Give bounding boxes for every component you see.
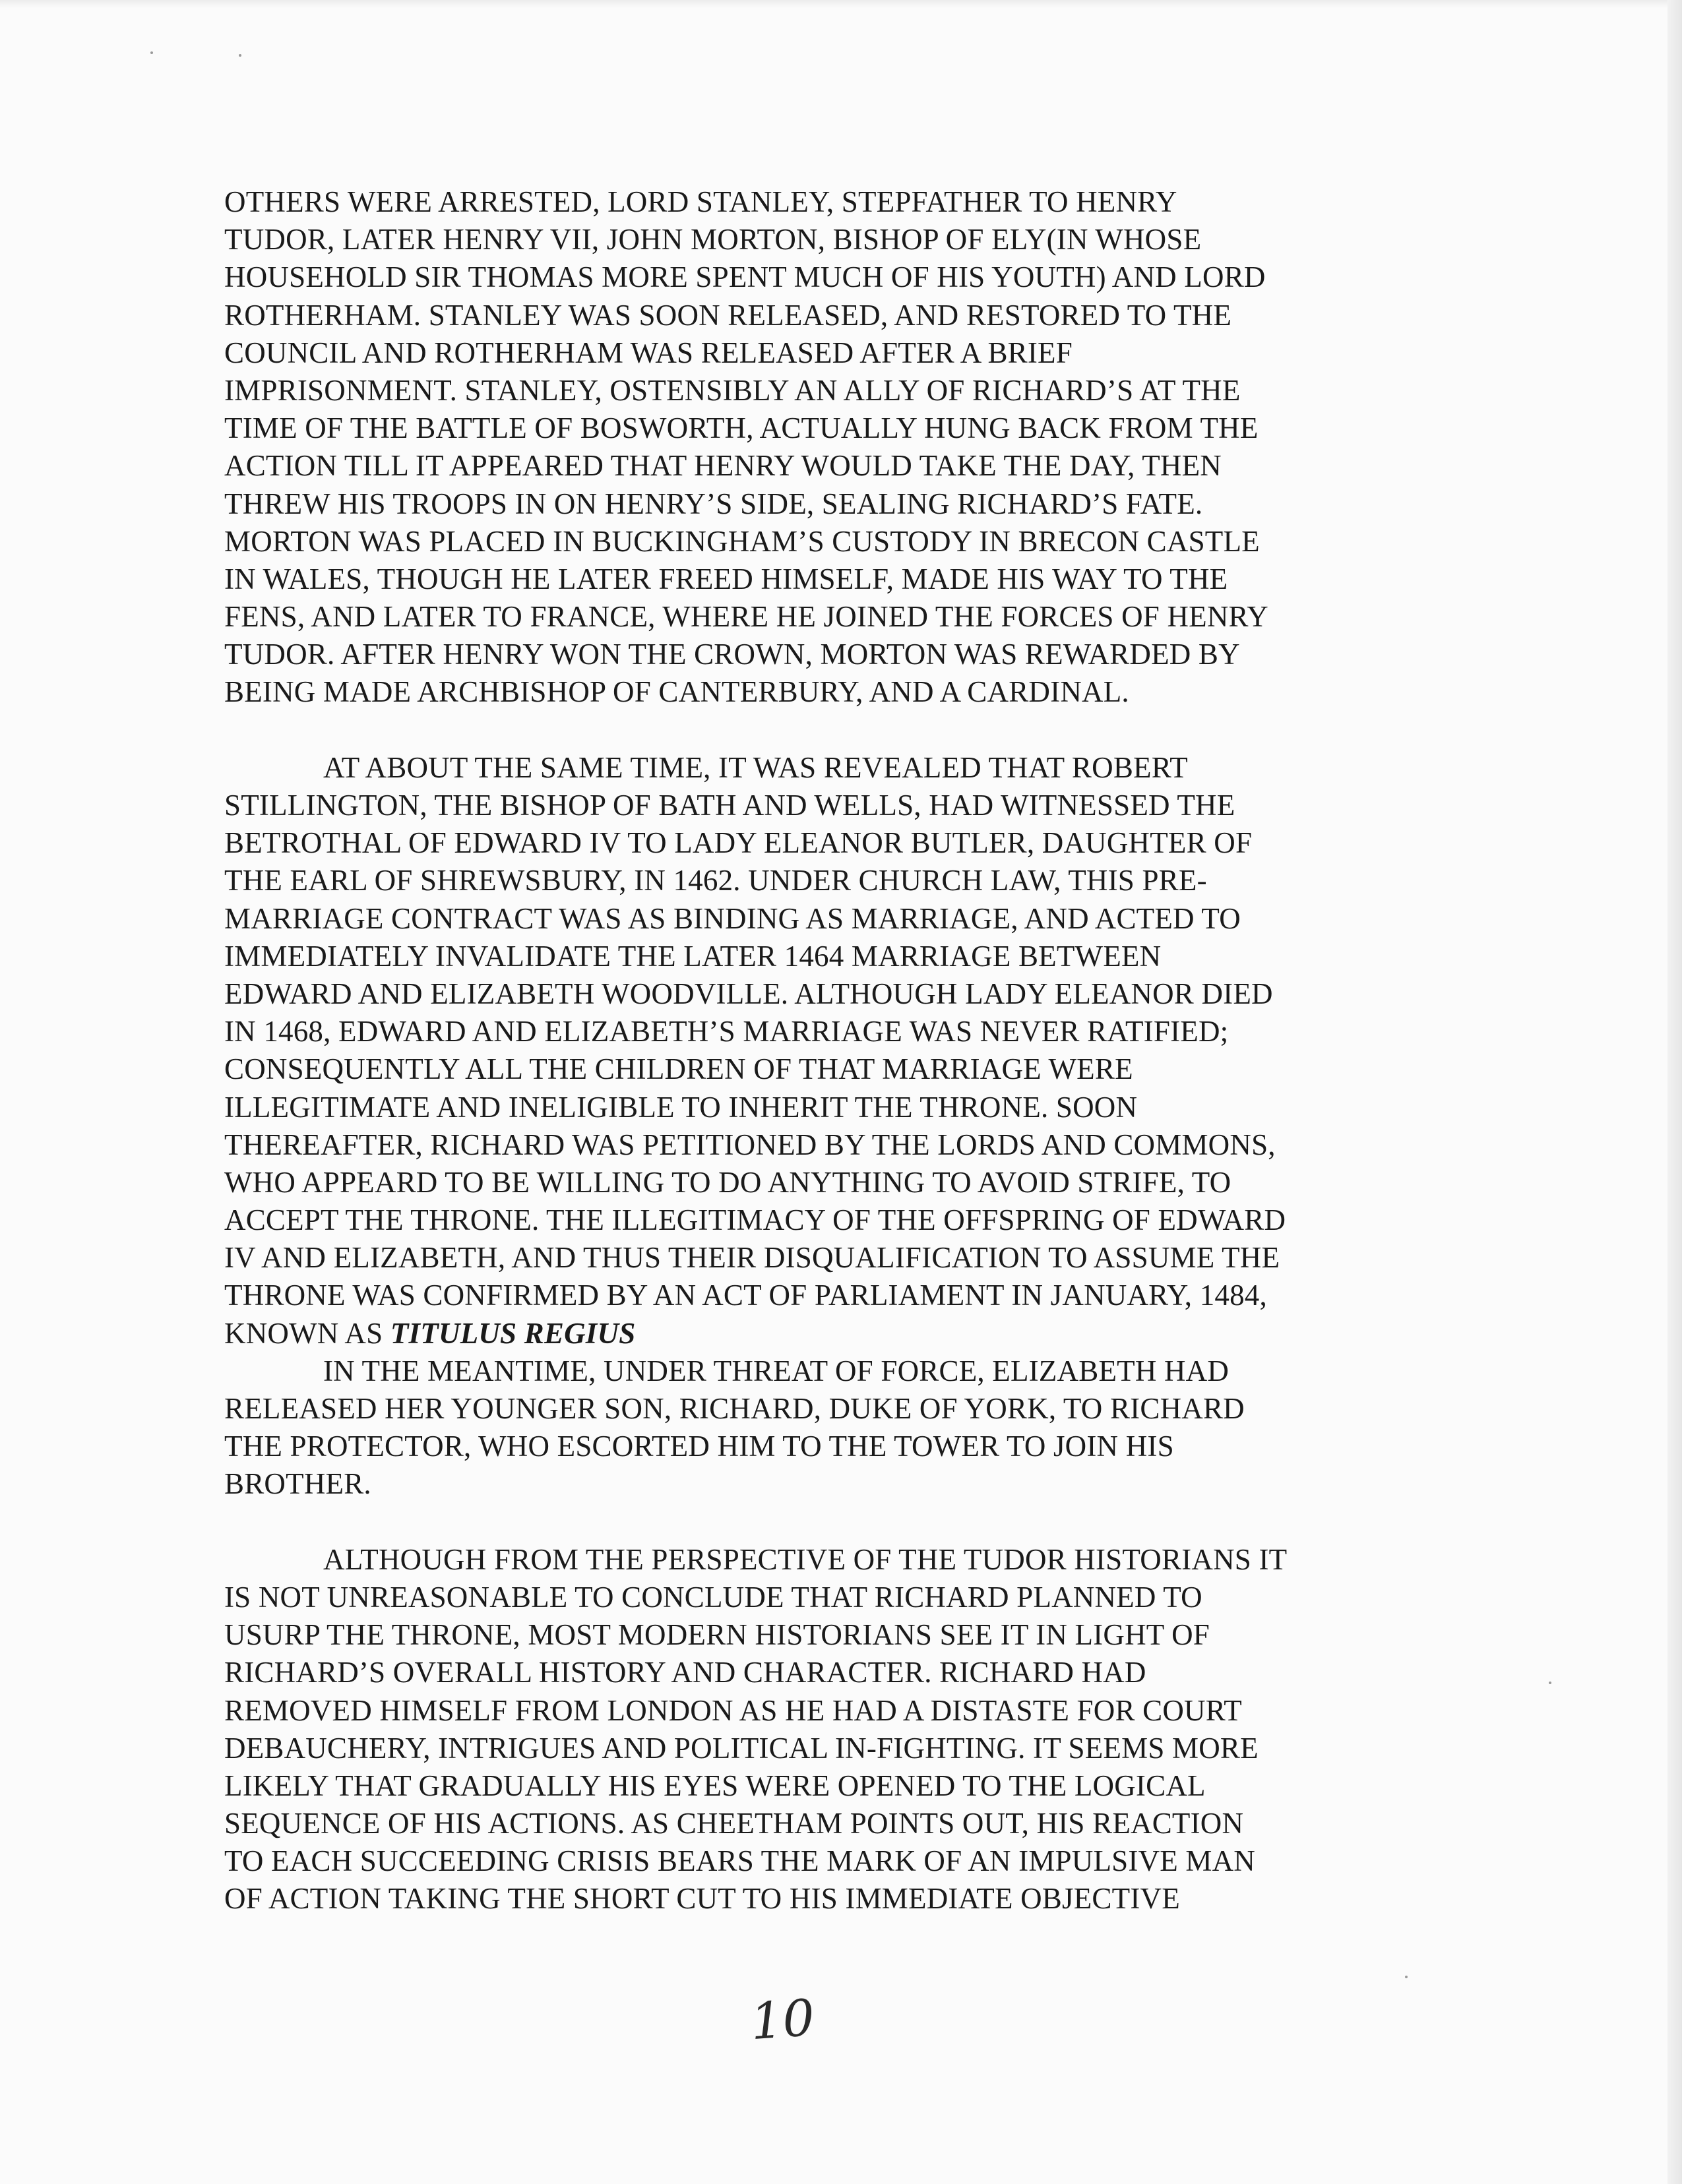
text-line: TUDOR. AFTER HENRY WON THE CROWN, MORTON WAS REWARDED BY bbox=[224, 638, 1240, 671]
scan-speck bbox=[1405, 1976, 1408, 1978]
text-line: IMPRISONMENT. STANLEY, OSTENSIBLY AN ALLY OF RICHARD’S AT THE bbox=[224, 373, 1241, 407]
text-line: THREW HIS TROOPS IN ON HENRY’S SIDE, SEALING RICHARD’S FATE. bbox=[224, 487, 1203, 520]
text-line: RICHARD’S OVERALL HISTORY AND CHARACTER. RICHARD HAD bbox=[224, 1656, 1146, 1689]
text-line: STILLINGTON, THE BISHOP OF BATH AND WELLS, HAD WITNESSED THE bbox=[224, 789, 1235, 822]
text-line: MORTON WAS PLACED IN BUCKINGHAM’S CUSTODY IN BRECON CASTLE bbox=[224, 524, 1260, 558]
text-line: BROTHER. bbox=[224, 1467, 371, 1501]
text-line: DEBAUCHERY, INTRIGUES AND POLITICAL IN-FIGHTING. IT SEEMS MORE bbox=[224, 1731, 1259, 1765]
text-line: LIKELY THAT GRADUALLY HIS EYES WERE OPENED TO THE LOGICAL bbox=[224, 1769, 1206, 1802]
text-line: ALTHOUGH FROM THE PERSPECTIVE OF THE TUDOR HISTORIANS IT bbox=[323, 1542, 1288, 1576]
text-line: AT ABOUT THE SAME TIME, IT WAS REVEALED THAT ROBERT bbox=[323, 750, 1188, 784]
text-line: THRONE WAS CONFIRMED BY AN ACT OF PARLIAMENT IN JANUARY, 1484, bbox=[224, 1279, 1267, 1312]
text-line: IN WALES, THOUGH HE LATER FREED HIMSELF, MADE HIS WAY TO THE bbox=[224, 562, 1228, 595]
text-line: MARRIAGE CONTRACT WAS AS BINDING AS MARRIAGE, AND ACTED TO bbox=[224, 901, 1241, 935]
text-line: FENS, AND LATER TO FRANCE, WHERE HE JOINED THE FORCES OF HENRY bbox=[224, 600, 1268, 634]
text-line: IN 1468, EDWARD AND ELIZABETH’S MARRIAGE WAS NEVER RATIFIED; bbox=[224, 1015, 1229, 1048]
text-line: TIME OF THE BATTLE OF BOSWORTH, ACTUALLY HUNG BACK FROM THE bbox=[224, 411, 1259, 445]
paragraph bbox=[224, 1541, 1425, 1918]
text-line: EDWARD AND ELIZABETH WOODVILLE. ALTHOUGH LADY ELEANOR DIED bbox=[224, 977, 1273, 1010]
text-line: ROTHERHAM. STANLEY WAS SOON RELEASED, AND RESTORED TO THE bbox=[224, 298, 1232, 332]
emphasized-title: TITULUS REGIUS bbox=[390, 1316, 636, 1350]
text-line: REMOVED HIMSELF FROM LONDON AS HE HAD A DISTASTE FOR COURT bbox=[224, 1693, 1242, 1727]
paragraph-gap bbox=[224, 712, 1425, 749]
text-line-prefix: KNOWN AS bbox=[224, 1316, 390, 1350]
text-line: IN THE MEANTIME, UNDER THREAT OF FORCE, ELIZABETH HAD bbox=[323, 1354, 1230, 1387]
text-line: SEQUENCE OF HIS ACTIONS. AS CHEETHAM POINTS OUT, HIS REACTION bbox=[224, 1807, 1244, 1840]
text-line: TO EACH SUCCEEDING CRISIS BEARS THE MARK OF AN IMPULSIVE MAN bbox=[224, 1844, 1256, 1878]
paragraph bbox=[224, 749, 1425, 1352]
text-line: WHO APPEARD TO BE WILLING TO DO ANYTHING TO AVOID STRIFE, TO bbox=[224, 1165, 1231, 1199]
paragraph bbox=[224, 183, 1425, 712]
page-number: 10 bbox=[749, 1987, 817, 2051]
text-line: IV AND ELIZABETH, AND THUS THEIR DISQUALIFICATION TO ASSUME THE bbox=[224, 1241, 1280, 1275]
text-line: OF ACTION TAKING THE SHORT CUT TO HIS IMMEDIATE OBJECTIVE bbox=[224, 1882, 1180, 1916]
page-right-edge bbox=[1667, 0, 1682, 2184]
text-line: TUDOR, LATER HENRY VII, JOHN MORTON, BISHOP OF ELY(IN WHOSE bbox=[224, 223, 1202, 257]
text-line: THE EARL OF SHREWSBURY, IN 1462. UNDER CHURCH LAW, THIS PRE- bbox=[224, 864, 1207, 897]
text-line: BETROTHAL OF EDWARD IV TO LADY ELEANOR BUTLER, DAUGHTER OF bbox=[224, 826, 1253, 860]
scan-speck bbox=[150, 51, 153, 54]
text-line: OTHERS WERE ARRESTED, LORD STANLEY, STEPFATHER TO HENRY bbox=[224, 185, 1177, 218]
text-line: ACTION TILL IT APPEARED THAT HENRY WOULD TAKE THE DAY, THEN bbox=[224, 449, 1222, 483]
text-line: BEING MADE ARCHBISHOP OF CANTERBURY, AND A CARDINAL. bbox=[224, 675, 1129, 709]
text-line: IS NOT UNREASONABLE TO CONCLUDE THAT RICHARD PLANNED TO bbox=[224, 1580, 1202, 1614]
scan-speck bbox=[239, 54, 241, 57]
scan-speck bbox=[1549, 1682, 1551, 1684]
paragraph bbox=[224, 1352, 1425, 1503]
text-line: USURP THE THRONE, MOST MODERN HISTORIANS SEE IT IN LIGHT OF bbox=[224, 1618, 1210, 1652]
body-text bbox=[224, 183, 1425, 1918]
text-line: THEREAFTER, RICHARD WAS PETITIONED BY THE LORDS AND COMMONS, bbox=[224, 1128, 1276, 1161]
text-line: RELEASED HER YOUNGER SON, RICHARD, DUKE OF YORK, TO RICHARD bbox=[224, 1392, 1245, 1425]
text-line: IMMEDIATELY INVALIDATE THE LATER 1464 MARRIAGE BETWEEN bbox=[224, 939, 1162, 973]
text-line: COUNCIL AND ROTHERHAM WAS RELEASED AFTER A BRIEF bbox=[224, 336, 1073, 369]
text-line: HOUSEHOLD SIR THOMAS MORE SPENT MUCH OF HIS YOUTH) AND LORD bbox=[224, 260, 1266, 294]
text-line: CONSEQUENTLY ALL THE CHILDREN OF THAT MARRIAGE WERE bbox=[224, 1052, 1133, 1086]
text-line bbox=[224, 1315, 1425, 1352]
text-line: ILLEGITIMATE AND INELIGIBLE TO INHERIT THE THRONE. SOON bbox=[224, 1090, 1138, 1124]
text-line: ACCEPT THE THRONE. THE ILLEGITIMACY OF THE OFFSPRING OF EDWARD bbox=[224, 1203, 1286, 1237]
text-line: THE PROTECTOR, WHO ESCORTED HIM TO THE TOWER TO JOIN HIS bbox=[224, 1430, 1174, 1463]
page-top-edge bbox=[0, 0, 1682, 8]
paragraph-gap bbox=[224, 1503, 1425, 1541]
